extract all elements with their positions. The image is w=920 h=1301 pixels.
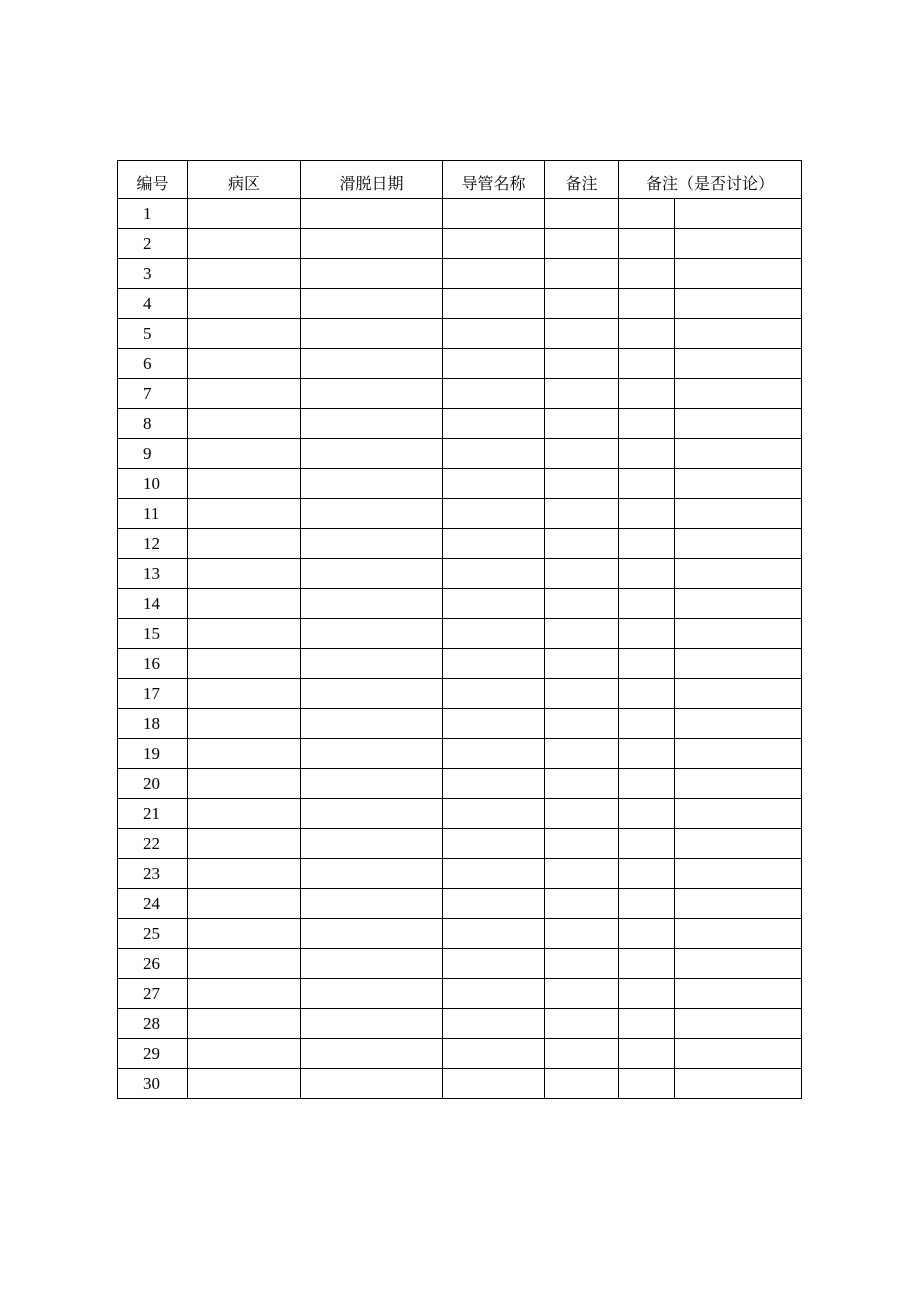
ward-cell[interactable]: [188, 229, 301, 259]
row-number: 11: [118, 499, 188, 529]
slip-date-cell[interactable]: [301, 739, 443, 769]
discussed-note-cell[interactable]: [675, 649, 802, 679]
slip-date-cell[interactable]: [301, 889, 443, 919]
row-number: 19: [118, 739, 188, 769]
catheter-name-cell[interactable]: [443, 889, 545, 919]
row-number: 24: [118, 889, 188, 919]
ward-cell[interactable]: [188, 799, 301, 829]
catheter-name-cell[interactable]: [443, 229, 545, 259]
discussed-note-cell[interactable]: [675, 529, 802, 559]
ward-cell[interactable]: [188, 769, 301, 799]
ward-cell[interactable]: [188, 1069, 301, 1099]
ward-cell[interactable]: [188, 559, 301, 589]
table-row: [118, 769, 802, 799]
ward-cell[interactable]: [188, 259, 301, 289]
discussed-cell[interactable]: [619, 679, 675, 709]
discussed-note-cell[interactable]: [675, 589, 802, 619]
discussed-note-cell[interactable]: [675, 949, 802, 979]
slip-date-cell[interactable]: [301, 259, 443, 289]
remarks-cell[interactable]: [545, 439, 619, 469]
row-number: 16: [118, 649, 188, 679]
discussed-note-cell[interactable]: [675, 199, 802, 229]
table-row: [118, 619, 802, 649]
row-number: 20: [118, 769, 188, 799]
ward-cell[interactable]: [188, 859, 301, 889]
catheter-name-cell[interactable]: [443, 319, 545, 349]
remarks-cell[interactable]: [545, 349, 619, 379]
discussed-cell[interactable]: [619, 739, 675, 769]
ward-cell[interactable]: [188, 949, 301, 979]
table-row: [118, 289, 802, 319]
table-row: [118, 379, 802, 409]
discussed-cell[interactable]: [619, 829, 675, 859]
discussed-cell[interactable]: [619, 229, 675, 259]
row-number: 5: [118, 319, 188, 349]
header-row: [118, 161, 802, 199]
ward-cell[interactable]: [188, 349, 301, 379]
slip-date-cell[interactable]: [301, 709, 443, 739]
slip-date-cell[interactable]: [301, 289, 443, 319]
slip-date-cell[interactable]: [301, 979, 443, 1009]
discussed-note-cell[interactable]: [675, 259, 802, 289]
discussed-note-cell[interactable]: [675, 889, 802, 919]
table-row: [118, 739, 802, 769]
table-row: [118, 1039, 802, 1069]
catheter-name-cell[interactable]: [443, 499, 545, 529]
discussed-note-cell[interactable]: [675, 439, 802, 469]
discussed-cell[interactable]: [619, 529, 675, 559]
discussed-cell[interactable]: [619, 499, 675, 529]
remarks-cell[interactable]: [545, 319, 619, 349]
catheter-name-cell[interactable]: [443, 439, 545, 469]
discussed-cell[interactable]: [619, 949, 675, 979]
ward-cell[interactable]: [188, 679, 301, 709]
slip-date-cell[interactable]: [301, 1069, 443, 1099]
discussed-cell[interactable]: [619, 379, 675, 409]
row-number: 28: [118, 1009, 188, 1039]
ward-cell[interactable]: [188, 619, 301, 649]
discussed-note-cell[interactable]: [675, 349, 802, 379]
catheter-name-cell[interactable]: [443, 289, 545, 319]
slip-date-cell[interactable]: [301, 199, 443, 229]
remarks-cell[interactable]: [545, 889, 619, 919]
remarks-cell[interactable]: [545, 529, 619, 559]
discussed-note-cell[interactable]: [675, 469, 802, 499]
row-number: 12: [118, 529, 188, 559]
discussed-cell[interactable]: [619, 349, 675, 379]
ward-cell[interactable]: [188, 379, 301, 409]
table-row: [118, 349, 802, 379]
slip-date-cell[interactable]: [301, 649, 443, 679]
remarks-cell[interactable]: [545, 409, 619, 439]
table-row: [118, 319, 802, 349]
table-row: [118, 199, 802, 229]
ward-cell[interactable]: [188, 289, 301, 319]
ward-cell[interactable]: [188, 469, 301, 499]
table-row: [118, 949, 802, 979]
table-row: [118, 649, 802, 679]
table-row: [118, 229, 802, 259]
table-row: [118, 919, 802, 949]
discussed-cell[interactable]: [619, 709, 675, 739]
discussed-note-cell[interactable]: [675, 1069, 802, 1099]
discussed-cell[interactable]: [619, 199, 675, 229]
discussed-cell[interactable]: [619, 259, 675, 289]
catheter-name-cell[interactable]: [443, 199, 545, 229]
slip-date-cell[interactable]: [301, 1039, 443, 1069]
remarks-cell[interactable]: [545, 799, 619, 829]
discussed-note-cell[interactable]: [675, 739, 802, 769]
table-row: [118, 709, 802, 739]
catheter-name-cell[interactable]: [443, 379, 545, 409]
table-row: [118, 469, 802, 499]
discussed-cell[interactable]: [619, 1009, 675, 1039]
slip-date-cell[interactable]: [301, 229, 443, 259]
discussed-cell[interactable]: [619, 409, 675, 439]
row-number: 13: [118, 559, 188, 589]
discussed-cell[interactable]: [619, 319, 675, 349]
catheter-name-cell[interactable]: [443, 469, 545, 499]
ward-cell[interactable]: [188, 739, 301, 769]
catheter-name-cell[interactable]: [443, 259, 545, 289]
remarks-cell[interactable]: [545, 739, 619, 769]
header-remarks: 备注: [545, 161, 619, 199]
remarks-cell[interactable]: [545, 979, 619, 1009]
table-row: [118, 1009, 802, 1039]
row-number: 26: [118, 949, 188, 979]
row-number: 8: [118, 409, 188, 439]
row-number: 21: [118, 799, 188, 829]
slip-date-cell[interactable]: [301, 679, 443, 709]
slip-date-cell[interactable]: [301, 439, 443, 469]
ward-cell[interactable]: [188, 1039, 301, 1069]
ward-cell[interactable]: [188, 499, 301, 529]
discussed-note-cell[interactable]: [675, 859, 802, 889]
ward-cell[interactable]: [188, 319, 301, 349]
discussed-note-cell[interactable]: [675, 1009, 802, 1039]
table-row: [118, 799, 802, 829]
row-number: 15: [118, 619, 188, 649]
table-row: [118, 1069, 802, 1099]
discussed-note-cell[interactable]: [675, 709, 802, 739]
slip-date-cell[interactable]: [301, 799, 443, 829]
ward-cell[interactable]: [188, 409, 301, 439]
ward-cell[interactable]: [188, 889, 301, 919]
catheter-name-cell[interactable]: [443, 649, 545, 679]
slip-date-cell[interactable]: [301, 559, 443, 589]
discussed-note-cell[interactable]: [675, 979, 802, 1009]
remarks-cell[interactable]: [545, 229, 619, 259]
catheter-name-cell[interactable]: [443, 1039, 545, 1069]
slip-date-cell[interactable]: [301, 589, 443, 619]
table-row: [118, 859, 802, 889]
discussed-cell[interactable]: [619, 889, 675, 919]
ward-cell[interactable]: [188, 589, 301, 619]
remarks-cell[interactable]: [545, 1009, 619, 1039]
table-row: [118, 499, 802, 529]
remarks-cell[interactable]: [545, 499, 619, 529]
slip-date-cell[interactable]: [301, 379, 443, 409]
discussed-cell[interactable]: [619, 1039, 675, 1069]
remarks-cell[interactable]: [545, 469, 619, 499]
discussed-note-cell[interactable]: [675, 319, 802, 349]
row-number: 18: [118, 709, 188, 739]
row-number: 22: [118, 829, 188, 859]
row-number: 27: [118, 979, 188, 1009]
remarks-cell[interactable]: [545, 919, 619, 949]
discussed-cell[interactable]: [619, 469, 675, 499]
table-row: [118, 559, 802, 589]
slip-date-cell[interactable]: [301, 469, 443, 499]
catheter-name-cell[interactable]: [443, 799, 545, 829]
catheter-name-cell[interactable]: [443, 529, 545, 559]
discussed-cell[interactable]: [619, 859, 675, 889]
discussed-note-cell[interactable]: [675, 619, 802, 649]
catheter-name-cell[interactable]: [443, 979, 545, 1009]
remarks-cell[interactable]: [545, 1039, 619, 1069]
catheter-name-cell[interactable]: [443, 1069, 545, 1099]
discussed-cell[interactable]: [619, 649, 675, 679]
remarks-cell[interactable]: [545, 679, 619, 709]
catheter-name-cell[interactable]: [443, 829, 545, 859]
remarks-cell[interactable]: [545, 559, 619, 589]
remarks-cell[interactable]: [545, 1069, 619, 1099]
discussed-cell[interactable]: [619, 439, 675, 469]
ward-cell[interactable]: [188, 439, 301, 469]
ward-cell[interactable]: [188, 709, 301, 739]
row-number: 4: [118, 289, 188, 319]
catheter-name-cell[interactable]: [443, 1009, 545, 1039]
header-slip-date: 滑脱日期: [301, 161, 443, 199]
header-ward: 病区: [188, 161, 301, 199]
slip-date-cell[interactable]: [301, 529, 443, 559]
table-row: [118, 529, 802, 559]
ward-cell[interactable]: [188, 199, 301, 229]
ward-cell[interactable]: [188, 829, 301, 859]
discussed-note-cell[interactable]: [675, 379, 802, 409]
catheter-name-cell[interactable]: [443, 949, 545, 979]
remarks-cell[interactable]: [545, 769, 619, 799]
catheter-name-cell[interactable]: [443, 739, 545, 769]
table-row: [118, 439, 802, 469]
discussed-cell[interactable]: [619, 619, 675, 649]
discussed-cell[interactable]: [619, 559, 675, 589]
discussed-note-cell[interactable]: [675, 559, 802, 589]
row-number: 9: [118, 439, 188, 469]
catheter-name-cell[interactable]: [443, 919, 545, 949]
table-row: [118, 829, 802, 859]
row-number: 30: [118, 1069, 188, 1099]
ward-cell[interactable]: [188, 1009, 301, 1039]
discussed-note-cell[interactable]: [675, 919, 802, 949]
table-row: [118, 409, 802, 439]
row-number: 17: [118, 679, 188, 709]
row-number: 25: [118, 919, 188, 949]
discussed-cell[interactable]: [619, 919, 675, 949]
ward-cell[interactable]: [188, 979, 301, 1009]
ward-cell[interactable]: [188, 649, 301, 679]
discussed-note-cell[interactable]: [675, 499, 802, 529]
row-number: 6: [118, 349, 188, 379]
remarks-cell[interactable]: [545, 859, 619, 889]
discussed-cell[interactable]: [619, 589, 675, 619]
remarks-cell[interactable]: [545, 649, 619, 679]
table-row: [118, 589, 802, 619]
row-number: 14: [118, 589, 188, 619]
discussed-note-cell[interactable]: [675, 829, 802, 859]
discussed-note-cell[interactable]: [675, 289, 802, 319]
remarks-cell[interactable]: [545, 199, 619, 229]
remarks-cell[interactable]: [545, 259, 619, 289]
table-row: [118, 259, 802, 289]
slip-date-cell[interactable]: [301, 949, 443, 979]
slip-date-cell[interactable]: [301, 319, 443, 349]
discussed-note-cell[interactable]: [675, 229, 802, 259]
discussed-cell[interactable]: [619, 769, 675, 799]
slip-date-cell[interactable]: [301, 919, 443, 949]
row-number: 2: [118, 229, 188, 259]
discussed-note-cell[interactable]: [675, 409, 802, 439]
row-number: 10: [118, 469, 188, 499]
discussed-cell[interactable]: [619, 979, 675, 1009]
header-number: 编号: [118, 161, 188, 199]
catheter-name-cell[interactable]: [443, 409, 545, 439]
ward-cell[interactable]: [188, 529, 301, 559]
discussed-note-cell[interactable]: [675, 679, 802, 709]
catheter-name-cell[interactable]: [443, 679, 545, 709]
slip-date-cell[interactable]: [301, 769, 443, 799]
row-number: 7: [118, 379, 188, 409]
slip-date-cell[interactable]: [301, 829, 443, 859]
slip-date-cell[interactable]: [301, 349, 443, 379]
table-row: [118, 889, 802, 919]
header-catheter-name: 导管名称: [443, 161, 545, 199]
remarks-cell[interactable]: [545, 829, 619, 859]
remarks-cell[interactable]: [545, 709, 619, 739]
slip-date-cell[interactable]: [301, 499, 443, 529]
slip-date-cell[interactable]: [301, 619, 443, 649]
catheter-name-cell[interactable]: [443, 709, 545, 739]
catheter-slip-record-table: [117, 160, 802, 1099]
discussed-note-cell[interactable]: [675, 799, 802, 829]
slip-date-cell[interactable]: [301, 1009, 443, 1039]
remarks-cell[interactable]: [545, 949, 619, 979]
remarks-cell[interactable]: [545, 589, 619, 619]
discussed-cell[interactable]: [619, 1069, 675, 1099]
header-remarks-discussed: 备注（是否讨论）: [619, 161, 802, 199]
discussed-cell[interactable]: [619, 799, 675, 829]
catheter-name-cell[interactable]: [443, 769, 545, 799]
discussed-note-cell[interactable]: [675, 1039, 802, 1069]
row-number: 23: [118, 859, 188, 889]
catheter-name-cell[interactable]: [443, 559, 545, 589]
remarks-cell[interactable]: [545, 379, 619, 409]
row-number: 3: [118, 259, 188, 289]
slip-date-cell[interactable]: [301, 409, 443, 439]
discussed-note-cell[interactable]: [675, 769, 802, 799]
row-number: 29: [118, 1039, 188, 1069]
table-row: [118, 979, 802, 1009]
catheter-name-cell[interactable]: [443, 589, 545, 619]
remarks-cell[interactable]: [545, 289, 619, 319]
catheter-name-cell[interactable]: [443, 349, 545, 379]
row-number: 1: [118, 199, 188, 229]
discussed-cell[interactable]: [619, 289, 675, 319]
catheter-name-cell[interactable]: [443, 859, 545, 889]
catheter-name-cell[interactable]: [443, 619, 545, 649]
remarks-cell[interactable]: [545, 619, 619, 649]
slip-date-cell[interactable]: [301, 859, 443, 889]
ward-cell[interactable]: [188, 919, 301, 949]
table-row: [118, 679, 802, 709]
